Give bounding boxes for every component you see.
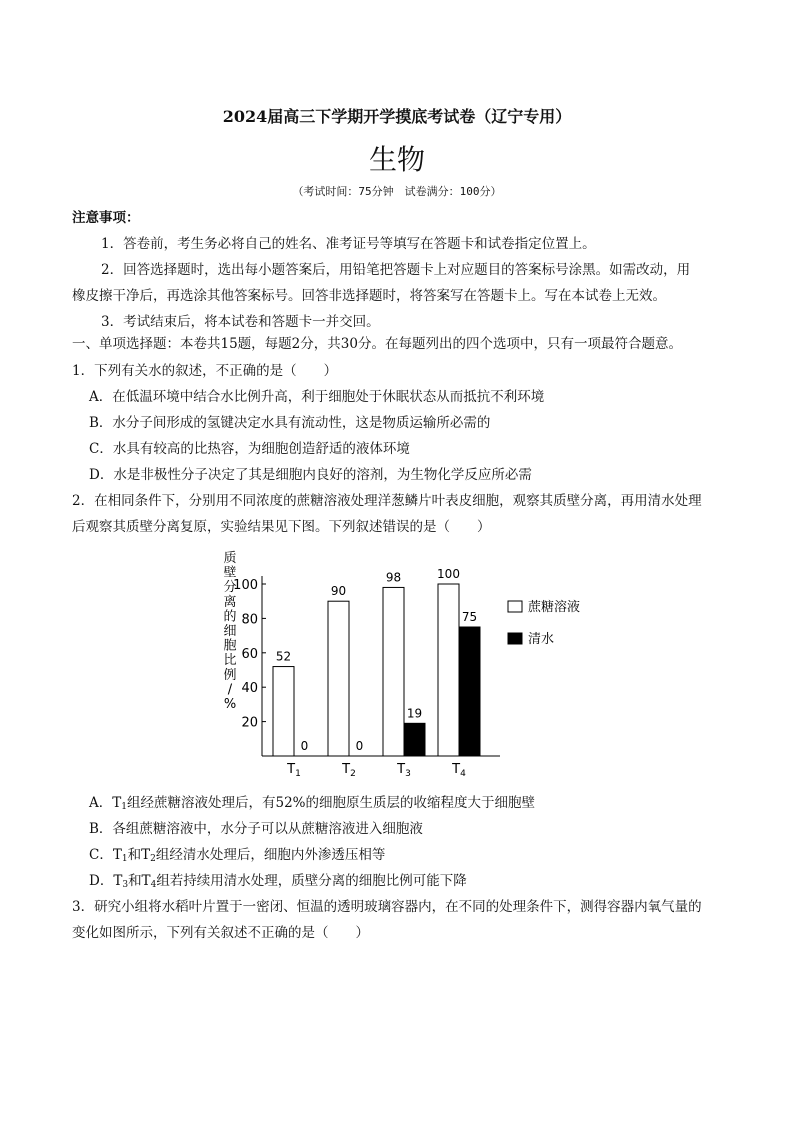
q1-option-c: C．水具有较高的比热容，为细胞创造舒适的液体环境 xyxy=(89,441,410,457)
y-label-char: 例 xyxy=(223,667,237,683)
notes-heading: 注意事项： xyxy=(72,210,140,226)
x-tick-label: $T_4$ xyxy=(452,762,466,778)
q2-option-b: B．各组蔗糖溶液中，水分子可以从蔗糖溶液进入细胞液 xyxy=(89,821,423,837)
bar-sucrose-T3 xyxy=(383,587,404,756)
bar-water-T4 xyxy=(459,627,480,756)
note-item-3: 3．考试结束后，将本试卷和答题卡一并交回。 xyxy=(101,314,380,330)
note-item-2: 2．回答选择题时，选出每小题答案后，用铅笔把答题卡上对应题目的答案标号涂黑。如需改动，用 xyxy=(101,262,691,278)
legend-label-water: 清水 xyxy=(528,632,555,647)
x-tick-label: $T_1$ xyxy=(287,762,301,778)
y-label-char: / xyxy=(227,682,233,698)
q1-option-a: A．在低温环境中结合水比例升高，利于细胞处于休眠状态从而抵抗不利环境 xyxy=(89,389,545,405)
subject-title: 生物 xyxy=(368,143,425,176)
y-tick-label: 40 xyxy=(241,681,258,697)
exam-time-info: （考试时间：75分钟 试卷满分：100分） xyxy=(292,185,502,198)
y-tick-label: 60 xyxy=(241,646,258,662)
y-tick-label: 100 xyxy=(233,578,258,593)
q3-stem-line1: 3．研究小组将水稻叶片置于一密闭、恒温的透明玻璃容器内，在不同的处理条件下，测得容器内氧气量的 xyxy=(72,899,702,915)
note-item-2-cont: 橡皮擦干净后，再选涂其他答案标号。回答非选择题时，将答案写在答题卡上。写在本试卷上无效。 xyxy=(72,288,666,304)
x-tick-label: $T_3$ xyxy=(397,762,411,778)
bar-value-label: 0 xyxy=(355,739,364,753)
x-tick-label: $T_2$ xyxy=(342,762,356,778)
q2-bar-chart xyxy=(200,548,600,778)
y-label-char: 壁 xyxy=(223,565,237,581)
note-item-1: 1．答卷前，考生务必将自己的姓名、准考证号等填写在答题卡和试卷指定位置上。 xyxy=(101,236,596,252)
bar-value-label: 100 xyxy=(437,567,460,581)
y-label-char: % xyxy=(223,697,237,712)
bar-value-label: 90 xyxy=(330,584,347,599)
y-label-char: 胞 xyxy=(223,638,237,654)
y-label-char: 分 xyxy=(223,580,237,596)
q2-option-a: A．$T_1$组经蔗糖溶液处理后，有52%的细胞原生质层的收缩程度大于细胞壁 xyxy=(89,795,536,812)
y-label-char: 质 xyxy=(223,551,237,566)
q1-option-d: D．水是非极性分子决定了其是细胞内良好的溶剂，为生物化学反应所必需 xyxy=(89,467,532,483)
legend-label-sucrose: 蔗糖溶液 xyxy=(528,600,581,615)
bar-value-label: 52 xyxy=(275,649,292,664)
y-axis-label xyxy=(223,551,236,712)
exam-title: 2024届高三下学期开学摸底考试卷（辽宁专用） xyxy=(222,107,572,126)
bar-value-label: 75 xyxy=(461,610,478,624)
y-label-char: 的 xyxy=(223,609,237,625)
y-tick-label: 20 xyxy=(241,715,258,731)
bar-sucrose-T1 xyxy=(273,667,294,756)
q3-stem-line2: 变化如图所示，下列有关叙述不正确的是（ ） xyxy=(72,925,369,941)
y-label-char: 比 xyxy=(223,653,237,669)
bar-value-label: 0 xyxy=(300,739,309,753)
q2-stem-line1: 2．在相同条件下，分别用不同浓度的蔗糖溶液处理洋葱鳞片叶表皮细胞，观察其质壁分离，再用清水处理 xyxy=(72,493,702,509)
bar-water-T3 xyxy=(404,723,425,756)
bar-value-label: 98 xyxy=(385,570,402,585)
q2-option-d: D．$T_3$和$T_4$组若持续用清水处理，质壁分离的细胞比例可能下降 xyxy=(89,873,467,890)
bar-sucrose-T2 xyxy=(328,601,349,756)
legend-swatch-water xyxy=(508,633,522,644)
q2-stem-line2: 后观察其质壁分离复原，实验结果见下图。下列叙述错误的是（ ） xyxy=(72,519,491,535)
chart-legend xyxy=(508,599,580,647)
y-label-char: 细 xyxy=(223,624,237,639)
bar-sucrose-T4 xyxy=(438,584,459,756)
y-tick-label: 80 xyxy=(241,612,258,628)
q1-option-b: B．水分子间形成的氢键决定水具有流动性，这是物质运输所必需的 xyxy=(89,415,491,431)
y-label-char: 离 xyxy=(223,594,237,610)
legend-swatch-sucrose xyxy=(508,601,522,612)
q2-option-c: C．$T_1$和$T_2$组经清水处理后，细胞内外渗透压相等 xyxy=(89,847,386,864)
bar-value-label: 19 xyxy=(406,706,423,721)
section-heading: 一、单项选择题：本卷共15题，每题2分，共30分。在每题列出的四个选项中，只有一项最符合题意。 xyxy=(72,336,682,352)
q1-stem: 1．下列有关水的叙述，不正确的是（ ） xyxy=(72,363,338,379)
